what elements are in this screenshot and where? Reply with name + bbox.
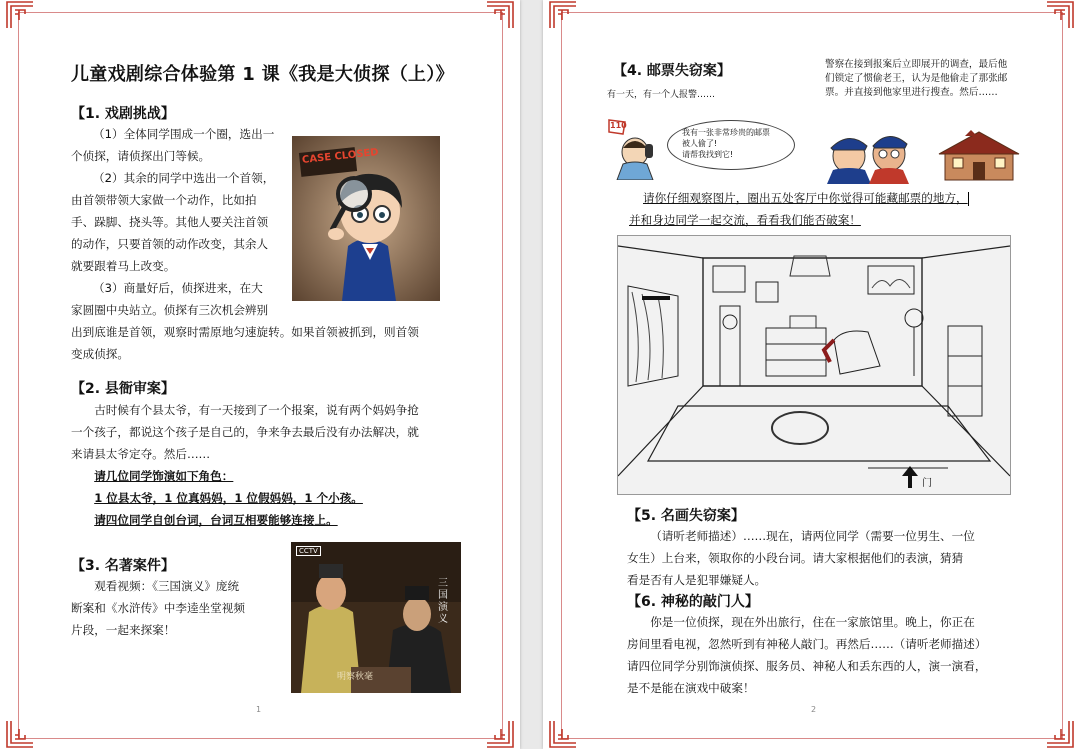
caller-cartoon — [605, 118, 665, 180]
tv-drama-video-still[interactable] — [291, 542, 461, 693]
corner-ornament — [5, 0, 35, 30]
section1-text-narrow — [71, 123, 289, 321]
text-line: 来请县太爷定夺。然后…… — [71, 447, 211, 461]
text-line: 由首领带领大家做一个动作，比如拍 — [71, 193, 257, 207]
speech-bubble — [667, 120, 795, 170]
text-line: 古时候有个县太爷，有一天接到了一个报案，说有两个妈妈争抢 — [94, 403, 419, 417]
story-police-text — [825, 58, 1035, 100]
section-heading-mystery-knocker: 【6. 神秘的敲门人】 — [627, 594, 759, 610]
task-instruction — [629, 187, 969, 231]
text-line: 并和身边同学一起交流，看看我们能否破案！ — [629, 213, 861, 227]
living-room-sketch[interactable] — [617, 235, 1011, 495]
section-heading-county-court: 【2. 县衙审案】 — [71, 381, 175, 397]
corner-ornament — [1045, 719, 1075, 749]
text-line: 警察在接到报案后立即展开的调查，最后他 — [825, 59, 1008, 70]
suspect-house-cartoon — [935, 128, 1023, 182]
section-heading-stamp-theft: 【4. 邮票失窃案】 — [613, 63, 731, 79]
text-line: 个侦探，请侦探出门等候。 — [71, 149, 211, 163]
corner-ornament — [5, 719, 35, 749]
text-line: （3）商量好后，侦探进来，在大 — [93, 281, 263, 295]
text-line: 我有一张非常珍贵的邮票 — [682, 128, 770, 137]
section6-text — [627, 611, 1027, 699]
section2-text — [71, 399, 471, 531]
page-title: 儿童戏剧综合体验第 1 课《我是大侦探（上）》 — [71, 64, 454, 85]
document-page-2 — [543, 0, 1080, 749]
text-cursor — [968, 192, 969, 206]
text-line: 女生）上台来，领取你的小段台词。请大家根据他们的表演，猜猜 — [627, 551, 964, 565]
story-intro: 有一天，有一个人报警…… — [607, 90, 716, 100]
corner-ornament — [548, 719, 578, 749]
page-number: 1 — [256, 705, 262, 714]
text-line: 出到底谁是首领，观察时需原地匀速旋转。如果首领被抓到，则首领 — [71, 325, 419, 339]
text-line: 们锁定了惯偷老王，认为是他偷走了那张邮 — [825, 73, 1008, 84]
corner-ornament — [485, 719, 515, 749]
section-heading-drama-challenge: 【1. 戏剧挑战】 — [71, 106, 175, 122]
text-line: 片段，一起来探案！ — [71, 623, 176, 637]
text-line: 房间里看电视，忽然听到有神秘人敲门。再然后……（请听老师描述） — [627, 637, 987, 651]
section-heading-classic-cases: 【3. 名著案件】 — [71, 558, 175, 574]
text-line: 看是否有人是犯罪嫌疑人。 — [627, 573, 767, 587]
text-line: （1）全体同学围成一个圈，选出一 — [93, 127, 275, 141]
text-line: 变成侦探。 — [71, 347, 129, 361]
text-line: （请听老师描述）……现在，请两位同学（需要一位男生、一位 — [650, 529, 975, 543]
role-list: 1 位县太爷，1 位真妈妈，1 位假妈妈，1 个小孩。 — [94, 491, 363, 505]
corner-ornament — [548, 0, 578, 30]
drama-title-overlay: 三国演义 — [438, 578, 448, 625]
section3-text — [71, 575, 281, 641]
role-instruction: 请几位同学饰演如下角色： — [94, 469, 234, 483]
document-page-1 — [0, 0, 520, 749]
video-subtitle: 明察秋毫 — [337, 672, 374, 682]
text-line: 一个孩子，都说这个孩子是自己的，争来争去最后没有办法解决，就 — [71, 425, 419, 439]
text-line: 请你仔细观察图片，圈出五处客厅中你觉得可能藏邮票的地方， — [643, 191, 968, 205]
text-line: 票。并直接到他家里进行搜查。然后…… — [825, 87, 998, 98]
text-line: 被人偷了! — [682, 139, 718, 148]
text-line: 观看视频：《三国演义》庞统 — [94, 579, 240, 593]
channel-logo: CCTV — [296, 546, 321, 556]
section-heading-painting-theft: 【5. 名画失窃案】 — [627, 508, 745, 524]
text-line: （2）其余的同学中选出一个首领， — [93, 171, 275, 185]
corner-ornament — [485, 0, 515, 30]
image-logo-text: CASE CLOSED — [301, 147, 380, 166]
text-line: 家圆圈中央站立。侦探有三次机会辨别 — [71, 303, 269, 317]
corner-ornament — [1045, 0, 1075, 30]
door-label: 门 — [922, 478, 932, 489]
text-line: 的动作，只要首领的动作改变，其余人 — [71, 237, 269, 251]
emergency-number: 110 — [610, 121, 627, 130]
text-line: 就要跟着马上改变。 — [71, 259, 176, 273]
text-line: 请四位同学分别饰演侦探、服务员、神秘人和丢东西的人，演一演看， — [627, 659, 987, 673]
detective-illustration — [292, 136, 440, 301]
text-line: 请帮我找到它! — [682, 150, 734, 159]
dialogue-instruction: 请四位同学自创台词，台词互相要能够连接上。 — [94, 513, 338, 527]
text-line: 断案和《水浒传》中李逵坐堂视频 — [71, 601, 245, 615]
text-line: 是不是能在演戏中破案！ — [627, 681, 755, 695]
text-line: 手、跺脚、挠头等。其他人要关注首领 — [71, 215, 269, 229]
section1-text-wide — [71, 321, 471, 365]
page-number: 2 — [811, 705, 817, 714]
police-cartoon — [821, 124, 917, 184]
text-line: 你是一位侦探，现在外出旅行，住在一家旅馆里。晚上，你正在 — [650, 615, 975, 629]
section5-text — [627, 525, 1027, 591]
